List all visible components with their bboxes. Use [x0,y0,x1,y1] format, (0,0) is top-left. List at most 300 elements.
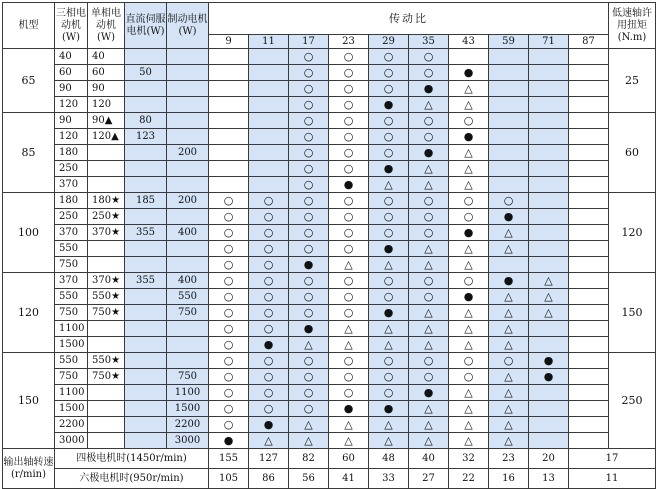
triangle-icon: △ [449,81,489,97]
table-row [3,129,656,145]
table-row [3,225,656,241]
empty-cell [569,289,609,305]
circle-open-icon: ○ [249,225,289,241]
brake-motor-power: 550 [167,289,209,305]
empty-cell [569,433,609,449]
circle-open-icon: ○ [329,113,369,129]
triangle-icon: △ [489,401,529,417]
empty-cell [249,81,289,97]
empty-cell [529,417,569,433]
triangle-icon: △ [449,417,489,433]
triangle-icon: △ [489,433,529,449]
table-row [3,385,656,401]
circle-open-icon: ○ [329,129,369,145]
empty-cell [569,65,609,81]
circle-open-icon: ○ [369,49,409,65]
empty-cell [529,145,569,161]
brake-motor-power [167,113,209,129]
single-phase-power [88,337,125,353]
ratio-29: 29 [369,35,409,49]
triangle-icon: △ [489,417,529,433]
brake-motor-power [167,353,209,369]
empty-cell [489,177,529,193]
three-phase-power: 40 [55,49,88,65]
empty-cell [569,81,609,97]
circle-filled-icon: ● [369,97,409,113]
dc-servo-power [125,161,167,177]
circle-open-icon: ○ [409,225,449,241]
empty-cell [529,209,569,225]
brake-motor-power [167,337,209,353]
table-row [3,209,656,225]
circle-filled-icon: ● [369,161,409,177]
circle-open-icon: ○ [289,49,329,65]
six-pole-speed: 11 [569,469,656,489]
circle-open-icon: ○ [329,65,369,81]
triangle-icon: △ [369,321,409,337]
circle-filled-icon: ● [449,289,489,305]
triangle-icon: △ [409,305,449,321]
empty-cell [569,209,609,225]
circle-open-icon: ○ [449,353,489,369]
circle-open-icon: ○ [289,385,329,401]
empty-cell [249,177,289,193]
ratio-11: 11 [249,35,289,49]
header-dc-servo: 直流伺服电机(W) [125,3,167,49]
triangle-icon: △ [409,97,449,113]
brake-motor-power: 750 [167,369,209,385]
three-phase-power: 3000 [55,433,88,449]
circle-filled-icon: ● [289,257,329,273]
circle-filled-icon: ● [449,225,489,241]
torque-cell: 150 [609,273,656,353]
circle-open-icon: ○ [209,257,249,273]
empty-cell [529,337,569,353]
torque-cell: 25 [609,49,656,113]
empty-cell [569,337,609,353]
circle-open-icon: ○ [329,97,369,113]
circle-open-icon: ○ [409,113,449,129]
brake-motor-power [167,65,209,81]
footer-row-six-pole [3,469,656,489]
three-phase-power: 90 [55,113,88,129]
empty-cell [209,81,249,97]
empty-cell [489,257,529,273]
dc-servo-power [125,321,167,337]
empty-cell [489,161,529,177]
triangle-icon: △ [369,417,409,433]
empty-cell [569,353,609,369]
triangle-icon: △ [329,321,369,337]
table-row [3,369,656,385]
brake-motor-power [167,209,209,225]
circle-open-icon: ○ [289,65,329,81]
empty-cell [489,49,529,65]
circle-filled-icon: ● [409,81,449,97]
single-phase-power [88,257,125,273]
empty-cell [529,193,569,209]
table-row [3,193,656,209]
triangle-icon: △ [369,433,409,449]
empty-cell [249,65,289,81]
circle-filled-icon: ● [449,129,489,145]
single-phase-power: 40 [88,49,125,65]
triangle-icon: △ [289,337,329,353]
three-phase-power: 1500 [55,401,88,417]
brake-motor-power: 3000 [167,433,209,449]
brake-motor-power: 1500 [167,401,209,417]
empty-cell [569,161,609,177]
dc-servo-power [125,353,167,369]
table-row [3,145,656,161]
circle-open-icon: ○ [409,65,449,81]
six-pole-speed: 16 [489,469,529,489]
single-phase-power [88,145,125,161]
empty-cell [529,433,569,449]
triangle-icon: △ [409,433,449,449]
model-cell: 150 [3,353,55,449]
circle-open-icon: ○ [209,385,249,401]
empty-cell [529,49,569,65]
empty-cell [249,113,289,129]
single-phase-power [88,433,125,449]
circle-open-icon: ○ [209,209,249,225]
circle-open-icon: ○ [289,241,329,257]
circle-open-icon: ○ [289,193,329,209]
torque-cell: 120 [609,193,656,273]
circle-filled-icon: ● [209,433,249,449]
triangle-icon: △ [329,433,369,449]
single-phase-power [88,401,125,417]
ratio-23: 23 [329,35,369,49]
circle-open-icon: ○ [329,81,369,97]
brake-motor-power: 1100 [167,385,209,401]
brake-motor-power [167,161,209,177]
dc-servo-power [125,177,167,193]
triangle-icon: △ [449,321,489,337]
circle-open-icon: ○ [449,273,489,289]
circle-open-icon: ○ [409,273,449,289]
circle-open-icon: ○ [289,129,329,145]
circle-filled-icon: ● [489,273,529,289]
triangle-icon: △ [369,177,409,193]
circle-open-icon: ○ [409,209,449,225]
header-ratio: 传动比 [209,3,609,35]
three-phase-power: 1100 [55,321,88,337]
header-brake-motor: 制动电机(W) [167,3,209,49]
circle-open-icon: ○ [329,353,369,369]
circle-open-icon: ○ [329,193,369,209]
empty-cell [249,97,289,113]
empty-cell [529,65,569,81]
triangle-icon: △ [449,401,489,417]
three-phase-power: 550 [55,241,88,257]
triangle-icon: △ [409,257,449,273]
empty-cell [529,161,569,177]
footer-row-four-pole [3,449,656,469]
three-phase-power: 250 [55,209,88,225]
triangle-icon: △ [409,321,449,337]
table-row [3,273,656,289]
circle-open-icon: ○ [449,209,489,225]
circle-filled-icon: ● [529,369,569,385]
header-single-phase: 单相电动机(W) [88,3,125,49]
output-speed-label: 输出轴转速(r/min) [3,449,55,489]
triangle-icon: △ [489,321,529,337]
four-pole-speed: 60 [329,449,369,469]
circle-open-icon: ○ [329,305,369,321]
three-phase-power: 120 [55,129,88,145]
gear-motor-spec-table [2,2,656,489]
single-phase-power: 250★ [88,209,125,225]
table-row [3,417,656,433]
dc-servo-power [125,433,167,449]
torque-cell: 250 [609,353,656,449]
triangle-icon: △ [449,257,489,273]
brake-motor-power [167,49,209,65]
three-phase-power: 180 [55,193,88,209]
triangle-icon: △ [249,433,289,449]
single-phase-power [88,241,125,257]
triangle-icon: △ [329,417,369,433]
four-pole-speed: 23 [489,449,529,469]
empty-cell [529,241,569,257]
circle-open-icon: ○ [369,65,409,81]
empty-cell [489,97,529,113]
circle-open-icon: ○ [249,385,289,401]
empty-cell [569,225,609,241]
dc-servo-power: 355 [125,225,167,241]
circle-open-icon: ○ [369,81,409,97]
circle-open-icon: ○ [449,193,489,209]
single-phase-power: 550★ [88,353,125,369]
six-pole-speed: 56 [289,469,329,489]
triangle-icon: △ [489,225,529,241]
circle-open-icon: ○ [249,273,289,289]
three-phase-power: 2200 [55,417,88,433]
three-phase-power: 370 [55,273,88,289]
brake-motor-power: 200 [167,193,209,209]
circle-open-icon: ○ [369,385,409,401]
circle-open-icon: ○ [329,225,369,241]
dc-servo-power [125,257,167,273]
six-pole-speed: 33 [369,469,409,489]
four-pole-speed: 127 [249,449,289,469]
circle-filled-icon: ● [329,177,369,193]
triangle-icon: △ [489,289,529,305]
single-phase-power: 370★ [88,225,125,241]
empty-cell [569,369,609,385]
single-phase-power: 120▲ [88,129,125,145]
circle-open-icon: ○ [369,113,409,129]
circle-open-icon: ○ [209,401,249,417]
brake-motor-power [167,241,209,257]
empty-cell [529,401,569,417]
three-phase-power: 550 [55,289,88,305]
circle-open-icon: ○ [329,49,369,65]
circle-open-icon: ○ [209,321,249,337]
circle-open-icon: ○ [209,225,249,241]
six-pole-speed: 86 [249,469,289,489]
three-phase-power: 60 [55,65,88,81]
triangle-icon: △ [409,401,449,417]
dc-servo-power [125,417,167,433]
circle-open-icon: ○ [249,209,289,225]
table-row [3,289,656,305]
circle-filled-icon: ● [529,353,569,369]
circle-filled-icon: ● [249,417,289,433]
table-row [3,433,656,449]
brake-motor-power: 2200 [167,417,209,433]
triangle-icon: △ [529,289,569,305]
empty-cell [569,97,609,113]
table-row [3,177,656,193]
triangle-icon: △ [409,241,449,257]
dc-servo-power [125,81,167,97]
circle-open-icon: ○ [289,305,329,321]
empty-cell [209,113,249,129]
empty-cell [249,129,289,145]
single-phase-power [88,177,125,193]
triangle-icon: △ [329,337,369,353]
circle-open-icon: ○ [369,209,409,225]
triangle-icon: △ [489,369,529,385]
empty-cell [569,177,609,193]
single-phase-power: 370★ [88,273,125,289]
circle-open-icon: ○ [289,209,329,225]
triangle-icon: △ [489,305,529,321]
single-phase-power: 180★ [88,193,125,209]
empty-cell [209,129,249,145]
dc-servo-power [125,369,167,385]
table-row [3,97,656,113]
circle-open-icon: ○ [369,129,409,145]
empty-cell [249,145,289,161]
header-three-phase: 三相电动机(W) [55,3,88,49]
ratio-35: 35 [409,35,449,49]
circle-open-icon: ○ [289,401,329,417]
ratio-59: 59 [489,35,529,49]
circle-open-icon: ○ [329,145,369,161]
table-row [3,65,656,81]
three-phase-power: 750 [55,305,88,321]
circle-open-icon: ○ [209,337,249,353]
circle-open-icon: ○ [209,353,249,369]
triangle-icon: △ [409,177,449,193]
model-cell: 65 [3,49,55,113]
empty-cell [529,177,569,193]
table-row [3,401,656,417]
single-phase-power: 550★ [88,289,125,305]
circle-filled-icon: ● [449,65,489,81]
circle-open-icon: ○ [409,129,449,145]
empty-cell [569,193,609,209]
table-row [3,241,656,257]
six-pole-label: 六极电机时(950r/min) [55,469,209,489]
empty-cell [489,129,529,145]
four-pole-speed: 82 [289,449,329,469]
three-phase-power: 120 [55,97,88,113]
circle-open-icon: ○ [209,241,249,257]
dc-servo-power [125,209,167,225]
circle-open-icon: ○ [449,113,489,129]
empty-cell [449,49,489,65]
circle-open-icon: ○ [209,289,249,305]
dc-servo-power [125,289,167,305]
empty-cell [529,113,569,129]
empty-cell [489,145,529,161]
circle-open-icon: ○ [249,289,289,305]
circle-open-icon: ○ [329,241,369,257]
empty-cell [569,385,609,401]
empty-cell [209,161,249,177]
empty-cell [569,401,609,417]
triangle-icon: △ [449,305,489,321]
six-pole-speed: 41 [329,469,369,489]
ratio-17: 17 [289,35,329,49]
circle-filled-icon: ● [289,321,329,337]
empty-cell [249,49,289,65]
torque-cell: 60 [609,113,656,193]
dc-servo-power: 80 [125,113,167,129]
empty-cell [569,417,609,433]
single-phase-power: 90▲ [88,113,125,129]
empty-cell [209,65,249,81]
dc-servo-power [125,145,167,161]
triangle-icon: △ [289,417,329,433]
single-phase-power [88,385,125,401]
empty-cell [209,177,249,193]
circle-open-icon: ○ [409,353,449,369]
dc-servo-power: 355 [125,273,167,289]
dc-servo-power [125,337,167,353]
brake-motor-power [167,81,209,97]
four-pole-speed: 40 [409,449,449,469]
circle-open-icon: ○ [209,305,249,321]
three-phase-power: 1500 [55,337,88,353]
empty-cell [569,305,609,321]
circle-open-icon: ○ [249,369,289,385]
brake-motor-power: 400 [167,225,209,241]
circle-open-icon: ○ [449,369,489,385]
single-phase-power: 750★ [88,369,125,385]
table-row [3,321,656,337]
circle-open-icon: ○ [209,369,249,385]
triangle-icon: △ [489,385,529,401]
circle-open-icon: ○ [369,225,409,241]
circle-open-icon: ○ [289,97,329,113]
triangle-icon: △ [289,433,329,449]
circle-open-icon: ○ [489,353,529,369]
circle-open-icon: ○ [289,225,329,241]
circle-open-icon: ○ [489,193,529,209]
single-phase-power: 120 [88,97,125,113]
header-low-speed-torque: 低速轴许用扭矩(N.m) [609,3,656,49]
circle-filled-icon: ● [329,401,369,417]
triangle-icon: △ [409,161,449,177]
empty-cell [529,321,569,337]
three-phase-power: 90 [55,81,88,97]
circle-open-icon: ○ [249,401,289,417]
circle-open-icon: ○ [369,145,409,161]
circle-open-icon: ○ [209,417,249,433]
brake-motor-power: 400 [167,273,209,289]
triangle-icon: △ [529,273,569,289]
single-phase-power [88,417,125,433]
dc-servo-power: 123 [125,129,167,145]
circle-open-icon: ○ [289,161,329,177]
four-pole-speed: 48 [369,449,409,469]
